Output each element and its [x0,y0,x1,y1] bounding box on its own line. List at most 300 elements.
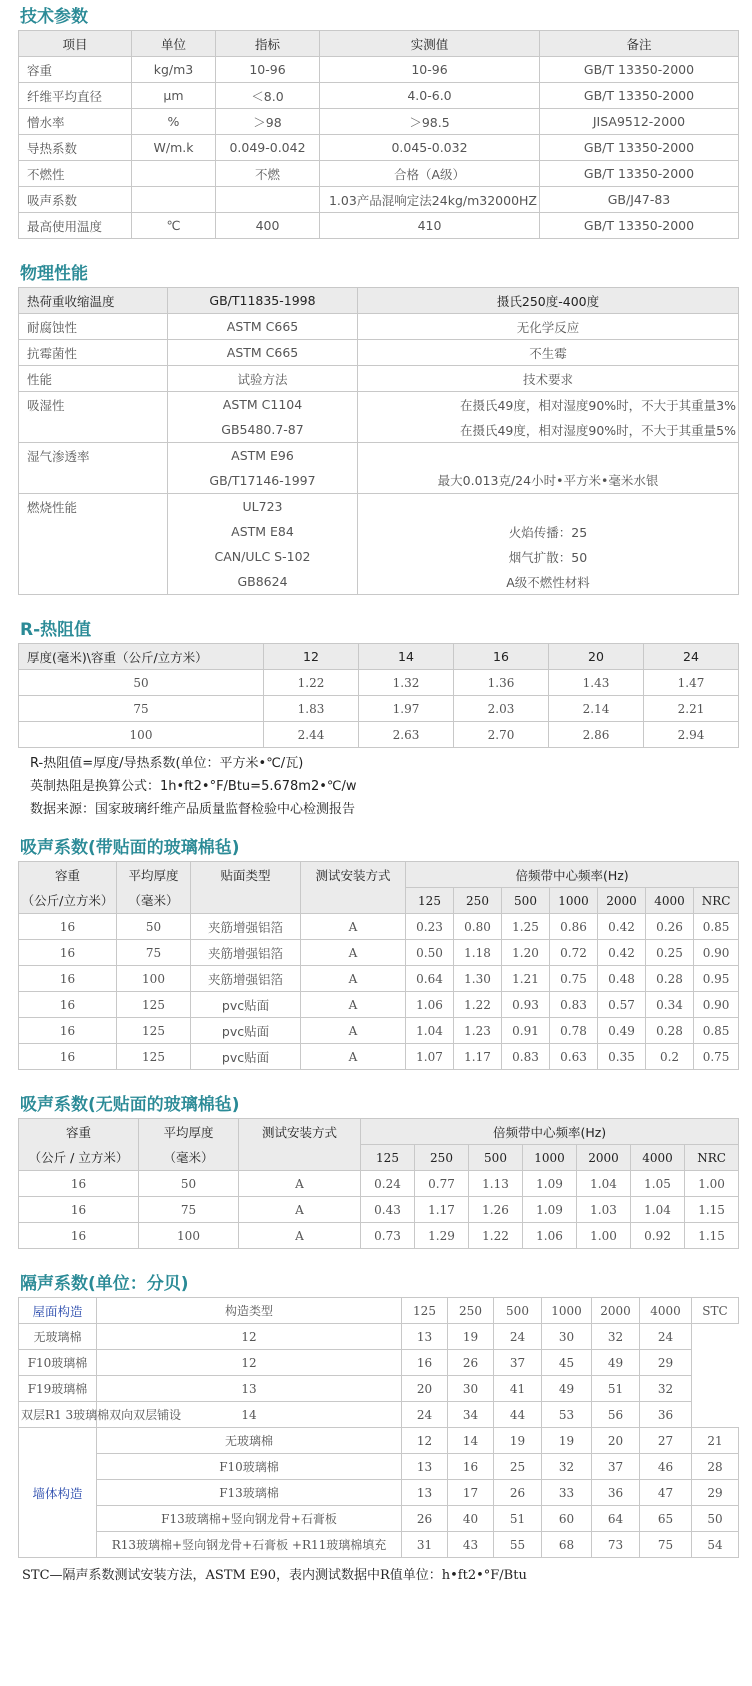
sound-value: 51 [494,1506,542,1532]
rval-row [19,696,739,722]
abs1-density: 16 [19,914,117,940]
phys-req: 无化学反应 [358,314,739,340]
abs1-value: 0.42 [598,940,646,966]
abs2-freq-row [19,1145,739,1171]
sound-value: 24 [494,1324,542,1350]
rval-row [19,722,739,748]
rval-header-label: 厚度(毫米)\容重（公斤/立方米） [19,644,264,670]
sound-value: 51 [592,1376,640,1402]
phys-req: 不生霉 [358,340,739,366]
sound-value: 56 [592,1402,640,1428]
abs2-value: 1.29 [415,1223,469,1249]
abs1-value: 0.83 [502,1044,550,1070]
abs1-value: 0.85 [694,1018,739,1044]
sound-value: 44 [494,1402,542,1428]
tech-header: 单位 [132,31,216,57]
sound-value: 14 [448,1428,494,1454]
sound-value: 32 [592,1324,640,1350]
sound-value: 29 [640,1350,692,1376]
abs1-thick: 100 [117,966,191,992]
sound-value: 19 [542,1428,592,1454]
sound-row [19,1532,739,1558]
sound-value: 32 [640,1376,692,1402]
phys-row [19,366,739,392]
abs1-value: 0.49 [598,1018,646,1044]
abs2-value: 1.05 [631,1171,685,1197]
abs2-value: 0.92 [631,1223,685,1249]
phys-row [19,443,739,469]
tech-row [19,57,739,83]
abs1-method: A [301,940,406,966]
phys-method: GB5480.7-87 [168,417,358,443]
abs2-header-row [19,1119,739,1145]
abs1-h-density: 容重 [19,862,117,888]
sound-header-row [19,1298,739,1324]
abs1-thick: 125 [117,1018,191,1044]
abs1-value: 0.72 [550,940,598,966]
sound-value: 14 [97,1402,402,1428]
sound-value: 27 [640,1428,692,1454]
abs1-value: 0.28 [646,966,694,992]
abs1-method: A [301,992,406,1018]
tech-cell: 1.03产品混响定法24kg/m32000HZ [320,187,540,213]
phys-req: A级不燃性材料 [358,569,739,595]
abs1-thick: 50 [117,914,191,940]
rval-title: R-热阻值 [20,620,92,640]
abs2-value: 1.00 [577,1223,631,1249]
phys-label: 湿气渗透率 [19,443,168,494]
abs1-value: 1.07 [406,1044,454,1070]
rval-thick: 75 [19,696,264,722]
phys-label: 燃烧性能 [19,494,168,595]
abs1-value: 0.23 [406,914,454,940]
tech-cell: 10-96 [320,57,540,83]
phys-header-method: GB/T11835-1998 [168,288,358,314]
rval-density: 14 [359,644,454,670]
phys-req [358,494,739,520]
abs1-value: 0.34 [646,992,694,1018]
abs2-table [18,1118,739,1249]
abs1-row [19,940,739,966]
abs1-freq: 250 [454,888,502,914]
sound-value: 16 [448,1454,494,1480]
abs1-title: 吸声系数(带贴面的玻璃棉毡) [20,838,240,858]
phys-label: 性能 [19,366,168,392]
sound-value: 49 [592,1350,640,1376]
sound-value: 20 [402,1376,448,1402]
abs1-row [19,1018,739,1044]
abs1-facing: 夹筋增强铝箔 [191,914,301,940]
abs1-value: 0.85 [694,914,739,940]
abs1-value: 1.22 [454,992,502,1018]
tech-header: 实测值 [320,31,540,57]
tech-cell: ＜8.0 [216,83,320,109]
tech-cell: 4.0-6.0 [320,83,540,109]
phys-method: ASTM E84 [168,519,358,544]
abs1-method: A [301,1044,406,1070]
sound-type: F19玻璃棉 [19,1376,97,1402]
phys-label: 吸湿性 [19,392,168,443]
sound-value: 26 [402,1506,448,1532]
sound-value: 13 [402,1480,448,1506]
sound-type: 无玻璃棉 [19,1324,97,1350]
sound-value: 17 [448,1480,494,1506]
abs2-value: 1.04 [631,1197,685,1223]
sound-value: 68 [542,1532,592,1558]
rval-header-row [19,644,739,670]
rval-value: 1.83 [264,696,359,722]
sound-h-type: 构造类型 [97,1298,402,1324]
rval-density: 12 [264,644,359,670]
phys-header-label: 热荷重收缩温度 [19,288,168,314]
abs2-row [19,1223,739,1249]
wall-label: 墙体构造 [19,1428,97,1558]
phys-method: UL723 [168,494,358,520]
abs2-density: 16 [19,1223,139,1249]
abs1-facing: pvc贴面 [191,1018,301,1044]
sound-type: R13玻璃棉+竖向钢龙骨+石膏板 +R11玻璃棉填充 [97,1532,402,1558]
abs2-h-density: 容重 [19,1119,139,1145]
abs2-freq: 2000 [577,1145,631,1171]
abs1-freq: 500 [502,888,550,914]
abs2-value: 0.77 [415,1171,469,1197]
abs2-freq: NRC [685,1145,739,1171]
sound-value: 12 [97,1350,402,1376]
tech-cell: ＞98 [216,109,320,135]
abs1-facing: 夹筋增强铝箔 [191,966,301,992]
abs2-freq: 1000 [523,1145,577,1171]
rval-thick: 100 [19,722,264,748]
sound-type: 无玻璃棉 [97,1428,402,1454]
abs2-value: 1.13 [469,1171,523,1197]
abs1-value: 0.57 [598,992,646,1018]
tech-cell: 不燃 [216,161,320,187]
tech-cell: 0.045-0.032 [320,135,540,161]
rval-density: 16 [454,644,549,670]
abs2-freq: 500 [469,1145,523,1171]
tech-cell [132,161,216,187]
tech-row [19,161,739,187]
abs2-value: 1.15 [685,1197,739,1223]
sound-value: 29 [692,1480,739,1506]
abs2-value: 1.09 [523,1171,577,1197]
rval-value: 1.97 [359,696,454,722]
abs2-method: A [239,1197,361,1223]
tech-cell: GB/J47-83 [540,187,739,213]
rval-value: 2.44 [264,722,359,748]
abs1-value: 0.86 [550,914,598,940]
abs1-freq: NRC [694,888,739,914]
abs2-value: 0.43 [361,1197,415,1223]
rval-value: 2.14 [549,696,644,722]
sound-value: 65 [640,1506,692,1532]
abs2-thick: 50 [139,1171,239,1197]
tech-cell: 容重 [19,57,132,83]
abs1-freq: 1000 [550,888,598,914]
tech-header: 项目 [19,31,132,57]
abs2-value: 1.17 [415,1197,469,1223]
sound-value: 55 [494,1532,542,1558]
tech-row [19,187,739,213]
rval-value: 2.94 [644,722,739,748]
abs1-value: 0.50 [406,940,454,966]
sound-row [19,1402,739,1428]
abs1-value: 1.20 [502,940,550,966]
tech-cell: 纤维平均直径 [19,83,132,109]
abs1-value: 0.35 [598,1044,646,1070]
tech-cell: GB/T 13350-2000 [540,57,739,83]
sound-row [19,1454,739,1480]
rval-value: 2.70 [454,722,549,748]
abs1-facing: pvc贴面 [191,1044,301,1070]
abs1-value: 0.26 [646,914,694,940]
sound-value: 47 [640,1480,692,1506]
rval-table [18,643,739,748]
rval-value: 1.32 [359,670,454,696]
abs2-value: 1.22 [469,1223,523,1249]
abs2-method: A [239,1171,361,1197]
abs1-value: 0.90 [694,940,739,966]
tech-cell: 憎水率 [19,109,132,135]
tech-cell: 400 [216,213,320,239]
abs1-value: 0.25 [646,940,694,966]
abs1-facing: 夹筋增强铝箔 [191,940,301,966]
tech-header-row [19,31,739,57]
sound-value: 45 [542,1350,592,1376]
sound-value: 13 [97,1376,402,1402]
abs1-value: 0.63 [550,1044,598,1070]
sound-note: STC—隔声系数测试安装方法，ASTM E90，表内测试数据中R值单位：h•ft2•°F/Btu [22,1568,527,1583]
abs1-row [19,1044,739,1070]
rval-value: 1.43 [549,670,644,696]
rval-note: 英制热阻是换算公式：1h•ft2•°F/Btu=5.678m2•℃/w [30,779,357,794]
tech-cell: JISA9512-2000 [540,109,739,135]
abs2-thick: 100 [139,1223,239,1249]
abs1-value: 0.93 [502,992,550,1018]
phys-method: ASTM E96 [168,443,358,469]
sound-row [19,1350,739,1376]
sound-value: 12 [97,1324,402,1350]
abs1-density: 16 [19,1018,117,1044]
sound-value: 19 [448,1324,494,1350]
abs2-row [19,1197,739,1223]
sound-title: 隔声系数(单位：分贝) [20,1274,189,1294]
abs2-value: 1.06 [523,1223,577,1249]
abs2-value: 0.73 [361,1223,415,1249]
abs1-value: 1.21 [502,966,550,992]
abs1-value: 0.83 [550,992,598,1018]
tech-cell: 10-96 [216,57,320,83]
abs1-value: 1.18 [454,940,502,966]
sound-value: 64 [592,1506,640,1532]
tech-cell: μm [132,83,216,109]
rval-notes [18,748,752,821]
phys-req: 最大0.013克/24小时•平方米•毫米水银 [358,443,739,494]
phys-label: 抗霉菌性 [19,340,168,366]
abs1-thick: 125 [117,1044,191,1070]
rval-value: 2.86 [549,722,644,748]
sound-row [19,1480,739,1506]
abs2-row [19,1171,739,1197]
abs1-value: 1.04 [406,1018,454,1044]
abs2-density: 16 [19,1197,139,1223]
abs2-value: 1.26 [469,1197,523,1223]
tech-cell: 0.049-0.042 [216,135,320,161]
sound-value: 60 [542,1506,592,1532]
phys-header-row [19,288,739,314]
tech-row [19,213,739,239]
abs1-value: 0.48 [598,966,646,992]
abs1-h-facing: 贴面类型 [191,862,301,914]
abs2-value: 0.24 [361,1171,415,1197]
tech-row [19,83,739,109]
tech-cell: 最高使用温度 [19,213,132,239]
rval-density: 20 [549,644,644,670]
sound-value: 20 [592,1428,640,1454]
rval-note: R-热阻值=厚度/导热系数(单位：平方米•℃/瓦) [30,756,304,771]
sound-value: 33 [542,1480,592,1506]
tech-cell: 吸声系数 [19,187,132,213]
sound-value: 50 [692,1506,739,1532]
tech-cell [132,187,216,213]
rval-row [19,670,739,696]
sound-row [19,1506,739,1532]
abs1-value: 0.28 [646,1018,694,1044]
phys-method: CAN/ULC S-102 [168,544,358,569]
phys-row [19,340,739,366]
abs2-value: 1.03 [577,1197,631,1223]
sound-value: 36 [640,1402,692,1428]
tech-cell: ＞98.5 [320,109,540,135]
abs1-thick: 75 [117,940,191,966]
sound-value: 75 [640,1532,692,1558]
sound-value: 37 [494,1350,542,1376]
tech-cell: GB/T 13350-2000 [540,83,739,109]
sound-value: 34 [448,1402,494,1428]
sound-type: F10玻璃棉 [19,1350,97,1376]
sound-col: 250 [448,1298,494,1324]
sound-row [19,1428,739,1454]
rval-note: 数据来源：国家玻璃纤维产品质量监督检验中心检测报告 [30,802,356,817]
sound-col: 500 [494,1298,542,1324]
sound-type: 双层R1 3玻璃棉双向双层铺设 [19,1402,97,1428]
tech-row [19,109,739,135]
phys-row [19,494,739,520]
abs2-h-density: （公斤 / 立方米） [19,1145,139,1171]
phys-label: 耐腐蚀性 [19,314,168,340]
phys-method: ASTM C665 [168,314,358,340]
phys-req: 在摄氏49度，相对湿度90%时，不大于其重量3% [358,392,739,418]
sound-type: F10玻璃棉 [97,1454,402,1480]
sound-value: 43 [448,1532,494,1558]
sound-value: 37 [592,1454,640,1480]
sound-value: 30 [542,1324,592,1350]
abs1-row [19,992,739,1018]
sound-value: 25 [494,1454,542,1480]
tech-cell: GB/T 13350-2000 [540,213,739,239]
sound-value: 30 [448,1376,494,1402]
rval-value: 1.47 [644,670,739,696]
abs2-h-freq: 倍频带中心频率(Hz) [361,1119,739,1145]
tech-cell: ℃ [132,213,216,239]
abs1-value: 0.80 [454,914,502,940]
rval-density: 24 [644,644,739,670]
sound-value: 21 [692,1428,739,1454]
abs1-density: 16 [19,966,117,992]
sound-value: 26 [494,1480,542,1506]
sound-value: 12 [402,1428,448,1454]
abs1-row [19,966,739,992]
abs1-value: 0.90 [694,992,739,1018]
sound-col: 4000 [640,1298,692,1324]
abs1-value: 0.75 [550,966,598,992]
sound-row [19,1324,739,1350]
sound-value: 16 [402,1350,448,1376]
abs1-value: 1.17 [454,1044,502,1070]
sound-col: 125 [402,1298,448,1324]
tech-cell: 不燃性 [19,161,132,187]
tech-cell: GB/T 13350-2000 [540,135,739,161]
tech-table [18,30,739,239]
abs1-value: 0.75 [694,1044,739,1070]
sound-value: 73 [592,1532,640,1558]
abs1-thick: 125 [117,992,191,1018]
phys-row [19,314,739,340]
sound-value: 36 [592,1480,640,1506]
abs1-value: 0.95 [694,966,739,992]
abs2-method: A [239,1223,361,1249]
abs2-value: 1.09 [523,1197,577,1223]
abs1-density: 16 [19,940,117,966]
sound-value: 32 [542,1454,592,1480]
tech-header: 备注 [540,31,739,57]
abs2-h-thick: （毫米） [139,1145,239,1171]
phys-method: GB/T17146-1997 [168,468,358,494]
abs1-density: 16 [19,992,117,1018]
phys-method: ASTM C665 [168,340,358,366]
abs2-density: 16 [19,1171,139,1197]
sound-value: 31 [402,1532,448,1558]
sound-value: 24 [640,1324,692,1350]
rval-value: 1.36 [454,670,549,696]
abs1-value: 1.25 [502,914,550,940]
abs2-freq: 125 [361,1145,415,1171]
abs2-thick: 75 [139,1197,239,1223]
abs1-h-method: 测试安装方式 [301,862,406,914]
phys-req: 技术要求 [358,366,739,392]
sound-value: 13 [402,1324,448,1350]
sound-row [19,1376,739,1402]
rval-value: 2.03 [454,696,549,722]
sound-value: 46 [640,1454,692,1480]
roof-label: 屋面构造 [19,1298,97,1324]
abs1-density: 16 [19,1044,117,1070]
tech-header: 指标 [216,31,320,57]
rval-value: 1.22 [264,670,359,696]
abs2-h-method: 测试安装方式 [239,1119,361,1171]
abs2-freq: 250 [415,1145,469,1171]
abs1-value: 0.2 [646,1044,694,1070]
abs2-value: 1.15 [685,1223,739,1249]
rval-value: 2.21 [644,696,739,722]
abs1-h-thick: （毫米） [117,888,191,914]
sound-value: 19 [494,1428,542,1454]
abs1-value: 0.64 [406,966,454,992]
phys-method: GB8624 [168,569,358,595]
sound-value: 13 [402,1454,448,1480]
abs2-title: 吸声系数(无贴面的玻璃棉毡) [20,1095,240,1115]
phys-table [18,287,739,595]
